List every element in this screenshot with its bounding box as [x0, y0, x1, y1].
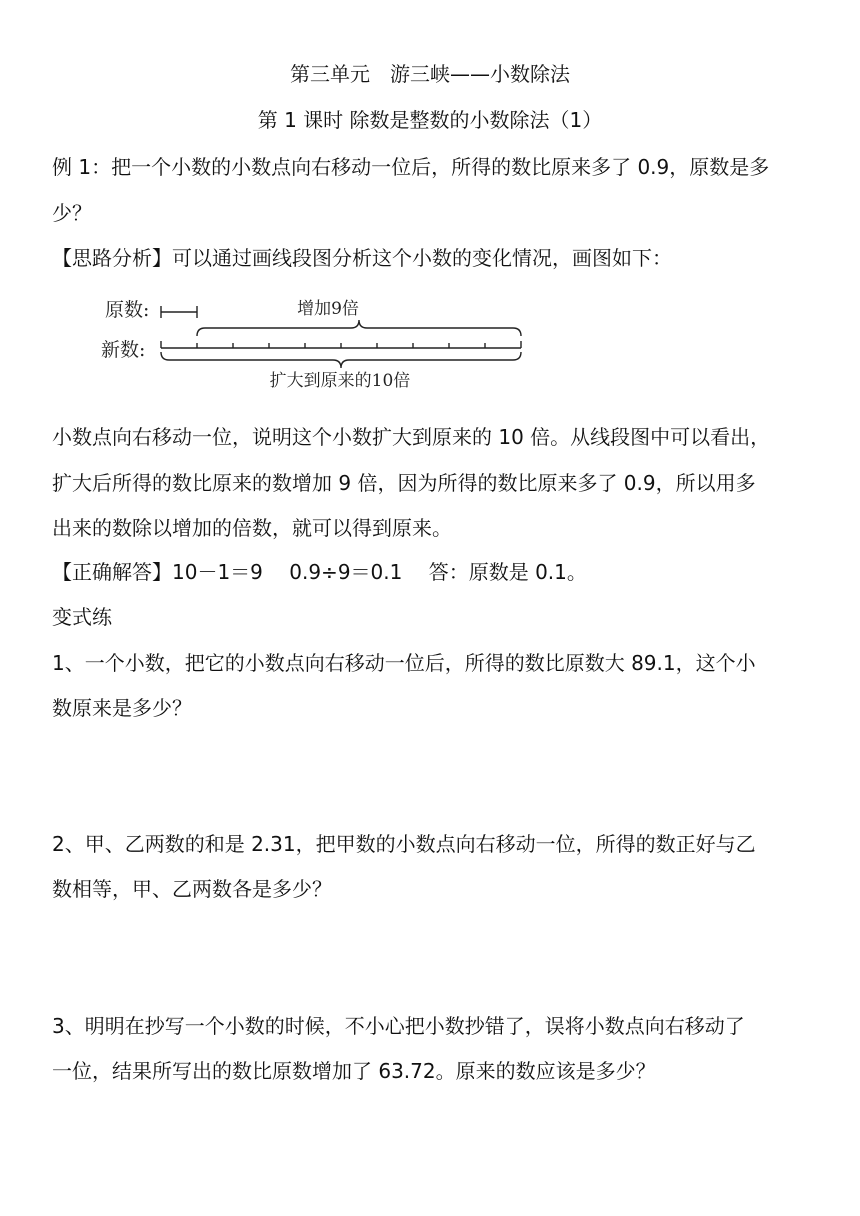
question-2-line-1: 2、甲、乙两数的和是 2.31，把甲数的小数点向右移动一位，所得的数正好与乙 [52, 832, 756, 856]
diagram-label-new: 新数: [101, 339, 146, 361]
diagram-label-original: 原数: [105, 299, 150, 321]
question-1-line-1: 1、一个小数，把它的小数点向右移动一位后，所得的数比原数大 89.1，这个小 [52, 651, 756, 675]
analysis-text: 【思路分析】可以通过画线段图分析这个小数的变化情况，画图如下： [52, 246, 672, 270]
practice-heading: 变式练 [52, 605, 112, 629]
diagram-label-increase: 增加9倍 [297, 299, 359, 319]
explain-line-3: 出来的数除以增加的倍数，就可以得到原来。 [52, 516, 452, 540]
increase-brace [197, 320, 521, 336]
example-question-line-1: 例 1：把一个小数的小数点向右移动一位后，所得的数比原来多了 0.9，原数是多 [52, 155, 770, 179]
question-2-line-2: 数相等，甲、乙两数各是多少？ [52, 877, 332, 901]
diagram-label-expand: 扩大到原来的10倍 [269, 371, 411, 391]
example-question-line-2: 少？ [52, 201, 92, 225]
question-3-line-2: 一位，结果所写出的数比原数增加了 63.72。原来的数应该是多少？ [52, 1059, 656, 1083]
line-segment-diagram [95, 288, 535, 398]
expand-brace [161, 352, 521, 368]
correct-answer: 【正确解答】10－1＝9 0.9÷9＝0.1 答：原数是 0.1。 [52, 560, 587, 584]
explain-line-2: 扩大后所得的数比原来的数增加 9 倍，因为所得的数比原来多了 0.9，所以用多 [52, 471, 756, 495]
explain-line-1: 小数点向右移动一位，说明这个小数扩大到原来的 10 倍。从线段图中可以看出， [52, 425, 771, 449]
question-1-line-2: 数原来是多少？ [52, 696, 192, 720]
unit-title: 第三单元 游三峡——小数除法 [290, 62, 570, 86]
question-3-line-1: 3、明明在抄写一个小数的时候，不小心把小数抄错了，误将小数点向右移动了 [52, 1014, 745, 1038]
lesson-title: 第 1 课时 除数是整数的小数除法（1） [257, 108, 603, 132]
